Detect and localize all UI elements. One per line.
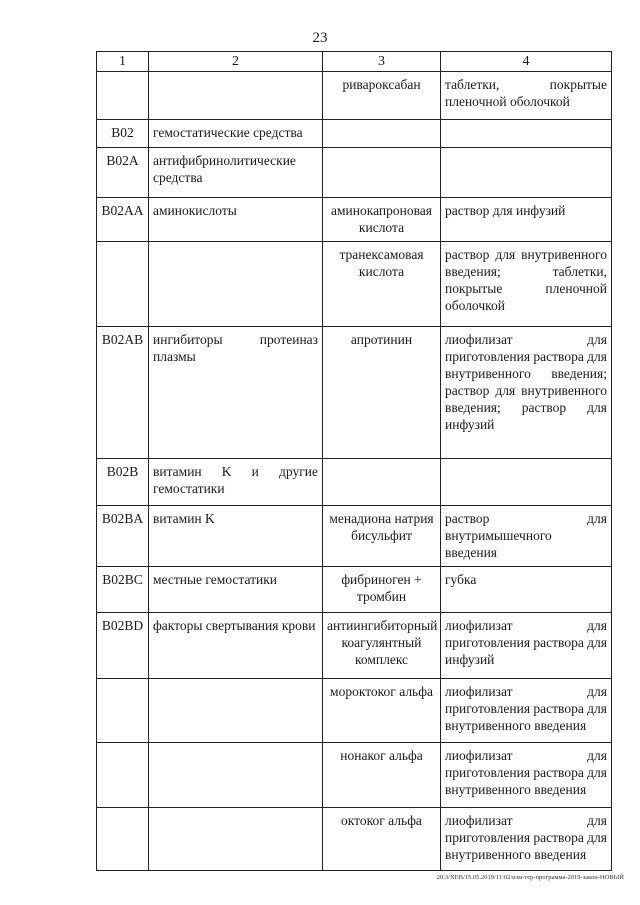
header-col-4: 4 (441, 52, 612, 72)
drug-group (149, 808, 323, 871)
drug-group (149, 242, 323, 327)
table-row (97, 120, 612, 148)
table-row (97, 613, 612, 679)
table-row (97, 567, 612, 613)
page-number: 23 (312, 30, 328, 46)
dosage-form: лиофилизат для приготовления раствора для внутривенного введения (441, 808, 612, 871)
drug-group: витамин K и другие гемостатики (149, 459, 323, 506)
table-row (97, 679, 612, 743)
dosage-form: раствор для инфузий (441, 198, 612, 242)
substance-name: мороктоког альфа (323, 679, 441, 743)
atc-code: B02BA (97, 506, 149, 567)
document-footer: 20.3/ХЕВ/15.05.2019/11:02/изм-тер-программа-2019-закон-НОВЫЙ (436, 874, 624, 881)
substance-name: аминокапроновая кислота (323, 198, 441, 242)
substance-name (323, 120, 441, 148)
substance-name (323, 459, 441, 506)
drug-group: аминокислоты (149, 198, 323, 242)
substance-name: апротинин (323, 327, 441, 459)
drug-group: витамин K (149, 506, 323, 567)
dosage-form: раствор для внутримышечного введения (441, 506, 612, 567)
dosage-form: лиофилизат для приготовления раствора для инфузий (441, 613, 612, 679)
atc-code: B02AB (97, 327, 149, 459)
atc-code (97, 242, 149, 327)
table-row (97, 327, 612, 459)
atc-code: B02 (97, 120, 149, 148)
atc-code (97, 808, 149, 871)
dosage-form (441, 120, 612, 148)
table-row (97, 808, 612, 871)
dosage-form: лиофилизат для приготовления раствора для внутривенного введения; раствор для внутривенного введения; раствор для инфузий (441, 327, 612, 459)
drug-table (96, 51, 612, 871)
atc-code: B02B (97, 459, 149, 506)
drug-group: гемостатические средства (149, 120, 323, 148)
dosage-form: раствор для внутривенного введения; таблетки, покрытые пленочной оболочкой (441, 242, 612, 327)
dosage-form: губка (441, 567, 612, 613)
dosage-form (441, 459, 612, 506)
atc-code: B02A (97, 148, 149, 198)
table-row (97, 242, 612, 327)
substance-name: ривароксабан (323, 72, 441, 120)
dosage-form: таблетки, покрытые пленочной оболочкой (441, 72, 612, 120)
drug-group (149, 743, 323, 808)
table-row (97, 459, 612, 506)
dosage-form: лиофилизат для приготовления раствора для внутривенного введения (441, 743, 612, 808)
table-row (97, 198, 612, 242)
atc-code (97, 679, 149, 743)
drug-group: ингибиторы протеиназ плазмы (149, 327, 323, 459)
drug-group: местные гемостатики (149, 567, 323, 613)
atc-code: B02BD (97, 613, 149, 679)
substance-name: фибриноген + тромбин (323, 567, 441, 613)
substance-name: транексамовая кислота (323, 242, 441, 327)
atc-code: B02AA (97, 198, 149, 242)
table-header-row (97, 52, 612, 72)
header-col-1: 1 (97, 52, 149, 72)
drug-group: факторы свертывания крови (149, 613, 323, 679)
substance-name: нонаког альфа (323, 743, 441, 808)
atc-code: B02BC (97, 567, 149, 613)
table-row (97, 72, 612, 120)
drug-group: антифибринолитические средства (149, 148, 323, 198)
table-row (97, 743, 612, 808)
table-row (97, 148, 612, 198)
substance-name: антиингибиторный коагулянтный комплекс (323, 613, 441, 679)
dosage-form: лиофилизат для приготовления раствора для внутривенного введения (441, 679, 612, 743)
header-col-3: 3 (323, 52, 441, 72)
atc-code (97, 72, 149, 120)
substance-name (323, 148, 441, 198)
substance-name: октоког альфа (323, 808, 441, 871)
drug-group (149, 72, 323, 120)
atc-code (97, 743, 149, 808)
dosage-form (441, 148, 612, 198)
substance-name: менадиона натрия бисульфит (323, 506, 441, 567)
header-col-2: 2 (149, 52, 323, 72)
table-row (97, 506, 612, 567)
drug-group (149, 679, 323, 743)
